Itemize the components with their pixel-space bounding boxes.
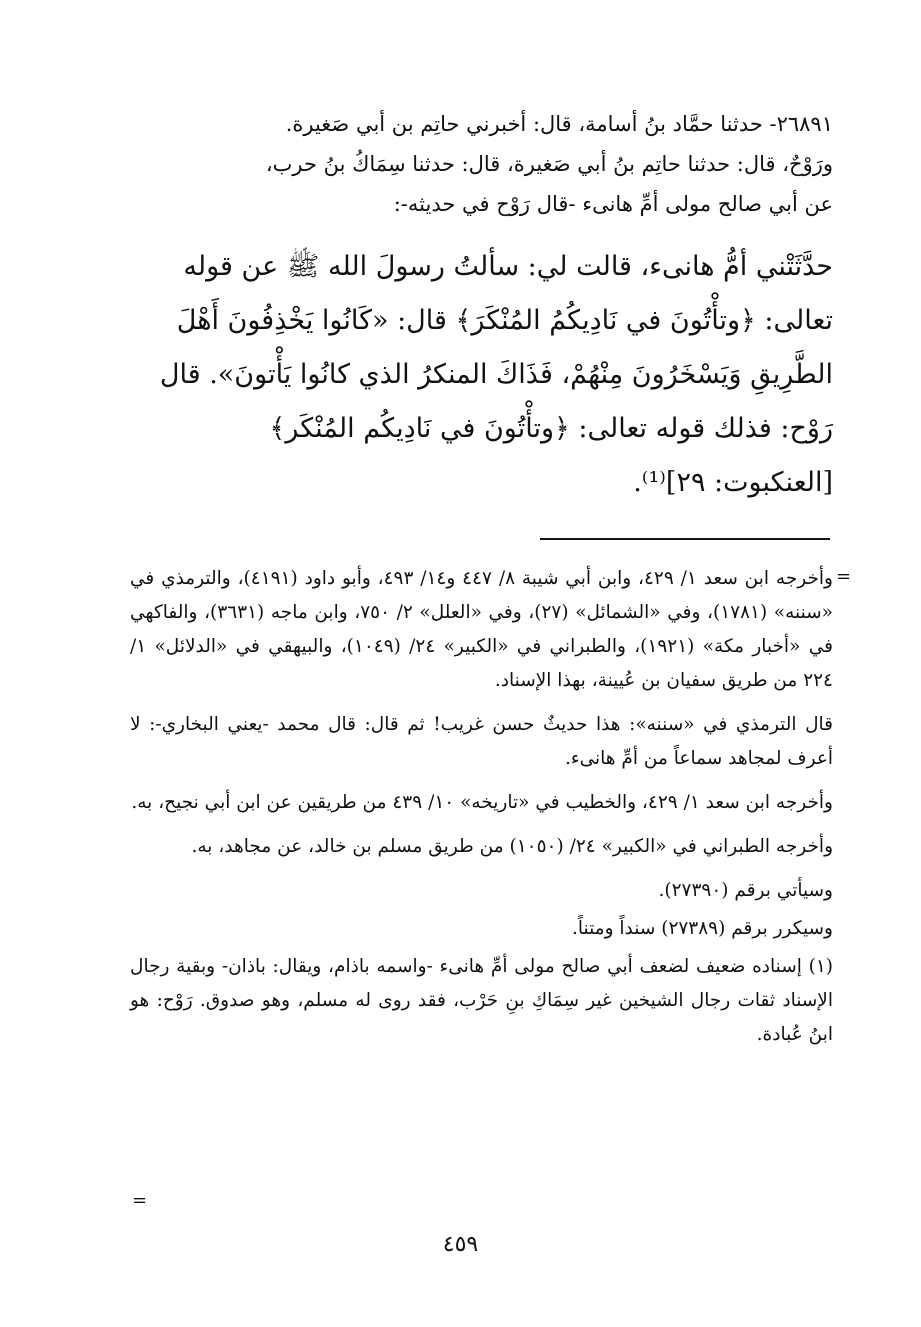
footnote-divider — [540, 538, 830, 540]
isnad-line: ورَوْحٌ، قال: حدثنا حاتِم بنُ أبي صَغيرة، قال: حدثنا سِمَاكُ بنُ حرب، — [265, 152, 833, 176]
matn-line: الطَّرِيقِ وَيَسْخَرُونَ مِنْهُمْ، فَذَاكَ المنكرُ الذي كانُوا يَأْتونَ». قال — [159, 359, 833, 390]
footnote-paragraph: وأخرجه الطبراني في «الكبير» ٢٤/ (١٠٥٠) من طريق مسلم بن خالد، عن مجاهد، به. — [191, 836, 833, 857]
continuation-marker-top: = — [836, 566, 852, 587]
matn-line: [العنكبوت: ٢٩]⁽¹⁾. — [633, 467, 833, 498]
footnote-paragraph: وأخرجه ابن سعد ١/ ٤٢٩، والخطيب في «تاريخه» ١٠/ ٤٣٩ من طريقين عن ابن أبي نجيح، به. — [131, 792, 833, 813]
footnotes — [130, 562, 833, 1062]
matn-line: رَوْح: فذلك قوله تعالى: ﴿وتأْتُونَ في نَادِيكُم المُنْكَر﴾ — [269, 413, 833, 444]
footnote-paragraph: قال الترمذي في «سننه»: هذا حديثٌ حسن غريب! ثم قال: قال محمد -يعني البخاري-: لا أعرف لمجاهد سماعاً من أمِّ هانىء. — [130, 714, 833, 769]
footnote-paragraph: وأخرجه ابن سعد ١/ ٤٢٩، وابن أبي شيبة ٨/ ٤٤٧ و١٤/ ٤٩٣، وأبو داود (٤١٩١)، والترمذي في «سننه» (١٧٨١)، وفي «الشمائل» (٢٧)، وفي «العلل» ٢/ ٧٥٠، وابن ماجه (٣٦٣١)، والفاكهي في «أخبار مكة» (١٩٢١)، والطبراني في «الكبير» ٢٤/ (١٠٤٩)، والبيهقي في «الدلائل» ١/ ٢٢٤ من طريق سفيان بن عُيينة، بهذا الإسناد. — [130, 568, 833, 691]
footnote-paragraph: وسيأتي برقم (٢٧٣٩٠). — [658, 880, 833, 901]
continuation-marker-bottom: = — [132, 1190, 148, 1211]
isnad-line: ٢٦٨٩١- حدثنا حمَّاد بنُ أسامة، قال: أخبرني حاتِم بن أبي صَغيرة. — [285, 112, 833, 136]
footnote-paragraph: (١) إسناده ضعيف لضعف أبي صالح مولى أمِّ هانىء -واسمه باذام، ويقال: باذان- وبقية رجال الإسناد ثقات رجال الشيخين غير سِمَاكِ بنِ حَرْب، فقد روى له مسلم، وهو صدوق. رَوْح: هو ابنُ عُبادة. — [130, 956, 833, 1045]
footnote-paragraph: وسيكرر برقم (٢٧٣٨٩) سنداً ومتناً. — [571, 918, 833, 939]
matn-line: حدَّثَتْني أمُّ هانىء، قالت لي: سألتُ رسولَ الله ﷺ عن قوله — [183, 251, 833, 282]
page-number: ٤٥٩ — [442, 1232, 479, 1257]
isnad-line: عن أبي صالح مولى أمِّ هانىء -قال رَوْح في حديثه-: — [393, 192, 833, 216]
matn-line: تعالى: ﴿وتأْتُونَ في نَادِيكُمُ المُنْكَرَ﴾ قال: «كَانُوا يَخْذِفُونَ أَهْلَ — [176, 305, 833, 336]
hadith-isnad — [130, 104, 833, 224]
hadith-text — [130, 240, 833, 510]
